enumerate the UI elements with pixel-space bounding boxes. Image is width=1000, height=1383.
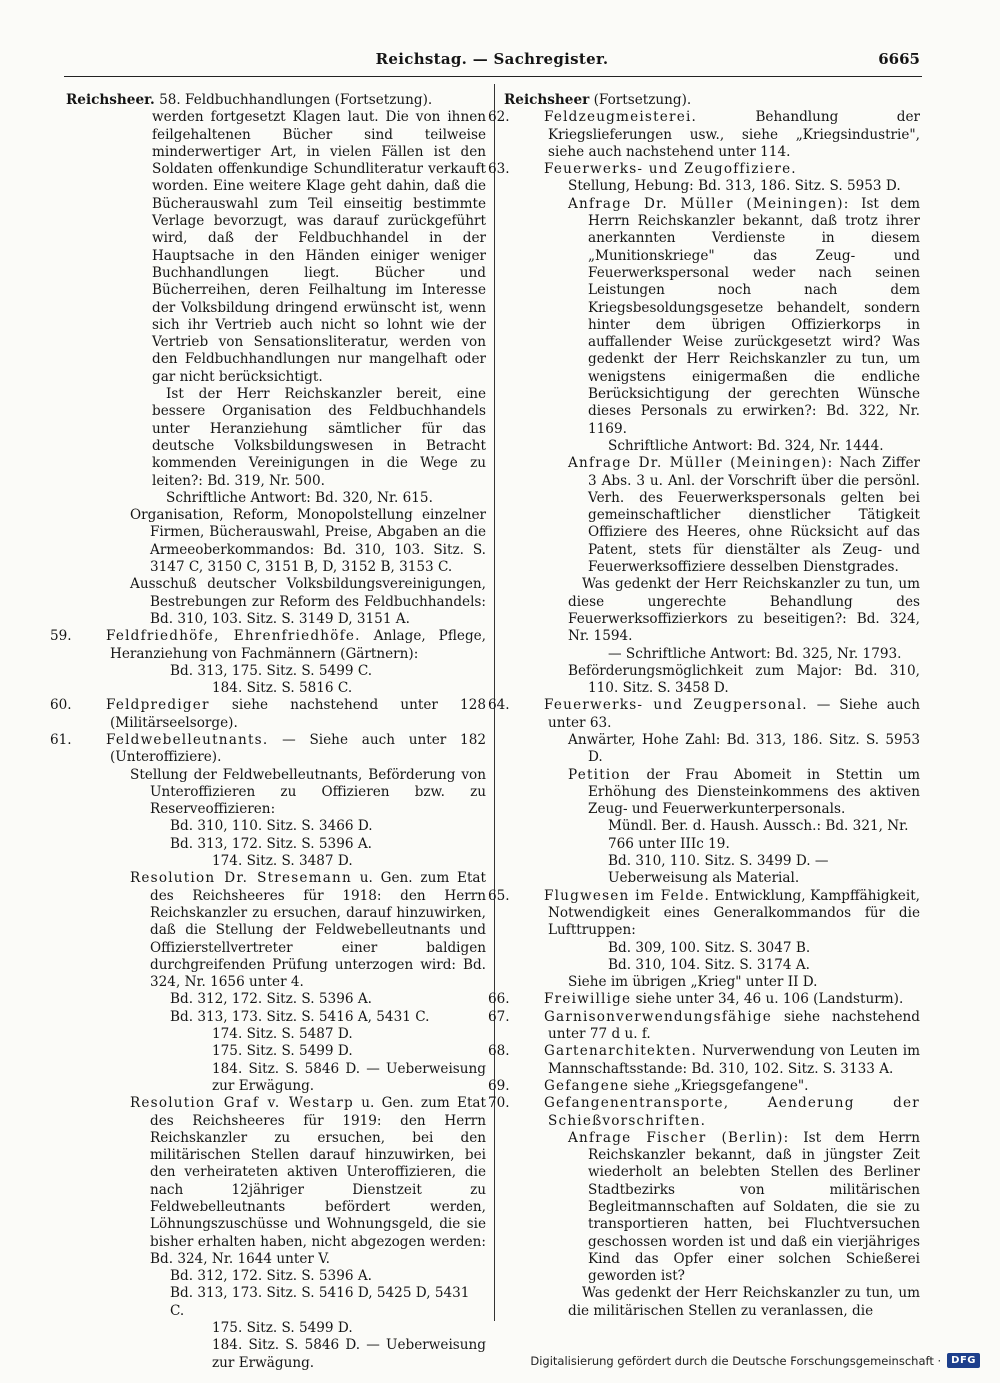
- reference-line: Bd. 310, 110. Sitz. S. 3499 D. — Ueberweisung als Material.: [608, 853, 829, 887]
- subentry-befoerderung: Beförderungsmöglichkeit zum Major: Bd. 310, 110. Sitz. S. 3458 D.: [568, 662, 920, 697]
- entry-67: [488, 1008, 920, 1044]
- entry-text: siehe nachstehend unter 77 d u. f.: [548, 1008, 920, 1043]
- answer-line: — Schriftliche Antwort: Bd. 325, Nr. 1793.: [608, 645, 902, 662]
- reference-line: Bd. 310, 110. Sitz. S. 3466 D.: [170, 818, 373, 835]
- subentry-anwaerter: Anwärter, Hohe Zahl: Bd. 313, 186. Sitz. S. 5953 D.: [568, 731, 920, 766]
- entry-number: 60.: [50, 697, 72, 714]
- reference-line: 175. Sitz. S. 5499 D.: [212, 1043, 353, 1060]
- answer-line: Schriftliche Antwort: Bd. 320, Nr. 615.: [166, 489, 433, 506]
- entry-text: Behandlung der Kriegslieferungen usw., siehe „Kriegsindustrie", siehe auch nachstehend unter 114.: [548, 109, 920, 160]
- resolution-text: u. Gen. zum Etat des Reichsheeres für 1918: den Herrn Reichskanzler zu ersuchen, darauf hinzuwirken, daß die Stellung der Feldwebelleutnants und Offizierstellvertreter einer baldigen durchgreifenden Prüfung unterzogen wird: Bd. 324, Nr. 1656 unter 4.: [150, 870, 486, 991]
- entry-61: [50, 731, 486, 767]
- reference-line: Bd. 312, 172. Sitz. S. 5396 A.: [170, 991, 372, 1008]
- resolution-westarp: [66, 1095, 486, 1268]
- reference-line: Bd. 309, 100. Sitz. S. 3047 B.: [608, 939, 811, 956]
- entry-number: 61.: [50, 731, 72, 748]
- anfrage-text: Ist dem Herrn Reichskanzler bekannt, daß in jüngster Zeit wiederholt an belebten Stellen des Berliner Stadtbezirks von militärischen Begleitmannschaften auf Soldaten, die sie zu transportieren hatten, bei Fluchtversuchen geschossen worden ist und daß ein vierjähriges Kind das Opfer einer solchen Schießerei geworden ist?: [588, 1129, 920, 1285]
- entry-60: [50, 697, 486, 732]
- heading-keyword: Reichsheer.: [66, 92, 155, 108]
- petition-title: Petition: [568, 766, 631, 783]
- resolution-text: u. Gen. zum Etat des Reichsheeres für 1919: den Herrn Reichskanzler zu ersuchen, bei den militärischen Stellen darauf hinzuwirken, bei den verheirateten aktiven Unteroffizieren, die nach 12jähriger Dienstzeit zu Feldwebelleutnants befördert werden, Löhnungszuschüsse und Wohnungsgeld, die sie bisher erhalten haben, nicht abgezogen werden: Bd. 324, Nr. 1644 unter V.: [150, 1095, 486, 1267]
- subentry-organisation: Organisation, Reform, Monopolstellung einzelner Firmen, Bücherauswahl, Preise, Abgaben an die Armeeoberkommandos: Bd. 310, 103. Sitz. S. 3147 C, 3150 C, 3151 B, D, 3152 B, 3153 C.: [130, 507, 486, 576]
- entry-title: Feuerwerks- und Zeugpersonal.: [544, 697, 808, 714]
- anfrage-title: Anfrage Fischer (Berlin):: [568, 1129, 790, 1146]
- entry-text: Anlage, Pflege, Heranziehung von Fachmännern (Gärtnern):: [110, 628, 487, 662]
- reference-line: 174. Sitz. S. 3487 D.: [212, 853, 353, 870]
- entry-title: Gartenarchitekten.: [544, 1043, 697, 1060]
- resolution-title: Resolution Graf v. Westarp: [130, 1095, 354, 1112]
- header-rule: [64, 76, 922, 77]
- entry-title: Flugwesen im Felde.: [544, 887, 711, 904]
- entry-65: [488, 887, 920, 940]
- entry-number: 69.: [488, 1077, 510, 1094]
- left-heading: [66, 92, 486, 109]
- reference-line: Bd. 313, 173. Sitz. S. 5416 A, 5431 C.: [170, 1008, 430, 1025]
- anfrage-title: Anfrage Dr. Müller (Meiningen):: [568, 195, 850, 212]
- entry-number: 64.: [488, 697, 510, 714]
- entry-70: [488, 1095, 920, 1130]
- reference-line: Mündl. Ber. d. Haush. Aussch.: Bd. 321, Nr. 766 unter IIIc 19.: [608, 818, 909, 852]
- entry-number: 63.: [488, 161, 510, 178]
- anfrage-title: Anfrage Dr. Müller (Meiningen):: [568, 455, 834, 472]
- reference-line: 184. Sitz. S. 5816 C.: [212, 680, 353, 697]
- entry-title: Feldprediger: [106, 697, 210, 714]
- anfrage-fischer: [504, 1130, 920, 1286]
- right-column: [488, 92, 921, 1320]
- dfg-logo: DFG: [947, 1353, 980, 1368]
- entry-text: Entwicklung, Kampffähigkeit, Notwendigkeit eines Generalkommandos für die Lufttruppen:: [548, 887, 920, 939]
- entry-66: [488, 991, 920, 1008]
- footer-credit: [530, 1353, 980, 1368]
- paragraph: Ist der Herr Reichskanzler bereit, eine bessere Organisation des Feldbuchhandels unter Heranziehung sämtlicher für das deutsche Volksbildungswesen in Betracht kommenden Vereinigungen in die Wege zu leiten?: Bd. 319, Nr. 500.: [152, 386, 486, 489]
- anfrage-mueller-1: [504, 196, 920, 438]
- footer-text: Digitalisierung gefördert durch die Deutsche Forschungsgemeinschaft ·: [530, 1353, 942, 1368]
- entry-text: siehe unter 34, 46 u. 106 (Landsturm).: [631, 991, 904, 1008]
- entry-text: — Siehe auch unter 63.: [548, 697, 920, 731]
- entry-number: 66.: [488, 991, 510, 1008]
- subentry-stellung: Stellung der Feldwebelleutnants, Beförderung von Unteroffizieren zu Offizieren bzw. zu Reserveoffizieren:: [130, 766, 486, 818]
- entry-number: 65.: [488, 887, 510, 904]
- anfrage-text: Ist dem Herrn Reichskanzler bekannt, daß trotz ihrer anerkannten Verdienste in diesem „Munitionskriege" das Zeug- und Feuerwerkspersonal weder nach seinen Leistungen noch nach dem Kriegsbesoldungsgesetze behandelt, sondern hinter dem übrigen Offizierkorps in auffallender Weise zurückgesetzt wird? Was gedenkt der Herr Reichskanzler zu tun, um wenigstens einigermaßen die endliche Berücksichtigung der gerechten Wünsche dieses Personals zu erwirken?: Bd. 322, Nr. 1169.: [588, 195, 921, 437]
- entry-title: Gefangenentransporte, Aenderung der Schießvorschriften.: [544, 1095, 920, 1129]
- subentry-stellung-hebung: Stellung, Hebung: Bd. 313, 186. Sitz. S. 5953 D.: [568, 178, 901, 195]
- entry-title: Freiwillige: [544, 991, 632, 1008]
- entry-number: 70.: [488, 1095, 510, 1112]
- entry-title: Feuerwerks- und Zeugoffiziere.: [544, 161, 797, 178]
- anfrage-question: Was gedenkt der Herr Reichskanzler zu tun, um die militärischen Stellen zu veranlassen, die: [568, 1285, 920, 1319]
- reference-line: Bd. 313, 172. Sitz. S. 5396 A.: [170, 835, 372, 852]
- entry-59: [50, 628, 487, 663]
- subentry-ausschuss: Ausschuß deutscher Volksbildungsvereinigungen, Bestrebungen zur Reform des Feldbuchhandels: Bd. 310, 103. Sitz. S. 3149 D, 3151 A.: [130, 576, 486, 627]
- entry-title: Feldwebelleutnants.: [106, 731, 269, 748]
- entry-number: 68.: [488, 1043, 510, 1060]
- resolution-title: Resolution Dr. Stresemann: [130, 870, 352, 887]
- entry-text: siehe „Kriegsgefangene".: [629, 1077, 809, 1094]
- entry-title: Gefangene: [544, 1077, 630, 1094]
- left-column: [50, 92, 487, 1372]
- entry-68: [488, 1043, 920, 1078]
- entry-62: [488, 109, 920, 161]
- right-heading: [504, 92, 920, 109]
- anfrage-text: Nach Ziffer 3 Abs. 3 u. Anl. der Vorschrift über die persönl. Verh. des Feuerwerkspersonals gelten bei gemeinschaftlicher dienstlicher Tätigkeit Offiziere des Heeres, ohne Rücksicht auf das Patent, stets für dienstälter als Zeug- und Feuerwerksoffiziere desselben Dienstgrades.: [588, 455, 920, 576]
- heading-keyword: Reichsheer: [504, 92, 590, 108]
- entry-title: Garnisonverwendungsfähige: [544, 1008, 773, 1025]
- entry-title: Feldfriedhöfe, Ehrenfriedhöfe.: [106, 628, 361, 645]
- reference-line: Bd. 313, 173. Sitz. S. 5416 D, 5425 D, 5431 C.: [170, 1285, 470, 1319]
- entry-63: [488, 161, 920, 178]
- reference-line: 174. Sitz. S. 5487 D.: [212, 1026, 353, 1043]
- anfrage-question: Was gedenkt der Herr Reichskanzler zu tun, um diese ungerechte Behandlung des Feuerwerksoffizierkors zu beseitigen?: Bd. 324, Nr. 1594.: [568, 576, 920, 645]
- entry-text: Nurverwendung von Leuten im Mannschaftsstande: Bd. 310, 102. Sitz. S. 3133 A.: [548, 1043, 920, 1077]
- page-number: 6665: [878, 50, 920, 68]
- entry-text: — Siehe auch unter 182 (Unteroffiziere).: [110, 731, 486, 766]
- entry-69: [488, 1077, 920, 1095]
- heading-rest: 58. Feldbuchhandlungen (Fortsetzung).: [154, 92, 433, 108]
- reference-line: 175. Sitz. S. 5499 D.: [212, 1320, 353, 1337]
- petition-abomeit: [504, 767, 920, 819]
- entry-64: [488, 697, 920, 732]
- answer-line: Schriftliche Antwort: Bd. 324, Nr. 1444.: [608, 437, 884, 454]
- see-also-line: Siehe im übrigen „Krieg" unter II D.: [568, 974, 818, 991]
- paragraph: werden fortgesetzt Klagen laut. Die von ihnen feilgehaltenen Bücher sind teilweise minderwertiger Art, in vielen Fällen ist den Soldaten offenkundige Schundliteratur verkauft worden. Eine weitere Klage geht dahin, daß die Bücherauswahl zum Teil einseitig bestimmte Verlage bevorzugt, was darauf zurückgeführt wird, daß der Feldbuchhandel in der Hauptsache in den Händen einiger weniger Buchhandlungen liegt. Bücher und Bücherreihen, deren Feilhaltung im Interesse der Volksbildung dringend erwünscht ist, wenn sich ihr Vertrieb auch nicht so lohnt wie der Vertrieb von Sensationsliteratur, werden von den Feldbuchhandlungen nur mangelhaft oder gar nicht berücksichtigt.: [152, 109, 486, 385]
- reference-line: 184. Sitz. S. 5846 D. — Ueberweisung zur Erwägung.: [212, 1060, 486, 1094]
- reference-line: Bd. 310, 104. Sitz. S. 3174 A.: [608, 956, 810, 973]
- entry-number: 67.: [488, 1008, 510, 1025]
- entry-number: 59.: [50, 628, 72, 645]
- anfrage-mueller-2: [504, 455, 920, 576]
- heading-rest: (Fortsetzung).: [589, 92, 692, 108]
- entry-title: Feldzeugmeisterei.: [544, 109, 698, 126]
- petition-text: der Frau Abomeit in Stettin um Erhöhung des Diensteinkommens des aktiven Zeug- und Feuerwerkunterpersonals.: [588, 766, 920, 818]
- page-header: [64, 50, 920, 74]
- reference-line: Bd. 312, 172. Sitz. S. 5396 A.: [170, 1268, 372, 1285]
- running-title: Reichstag. — Sachregister.: [375, 50, 609, 68]
- entry-number: 62.: [488, 109, 510, 126]
- reference-line: Bd. 313, 175. Sitz. S. 5499 C.: [170, 662, 373, 679]
- resolution-stresemann: [66, 870, 486, 991]
- entry-text: siehe nachstehend unter 128 (Militärseelsorge).: [110, 697, 486, 731]
- reference-line: 184. Sitz. S. 5846 D. — Ueberweisung zur Erwägung.: [212, 1337, 486, 1371]
